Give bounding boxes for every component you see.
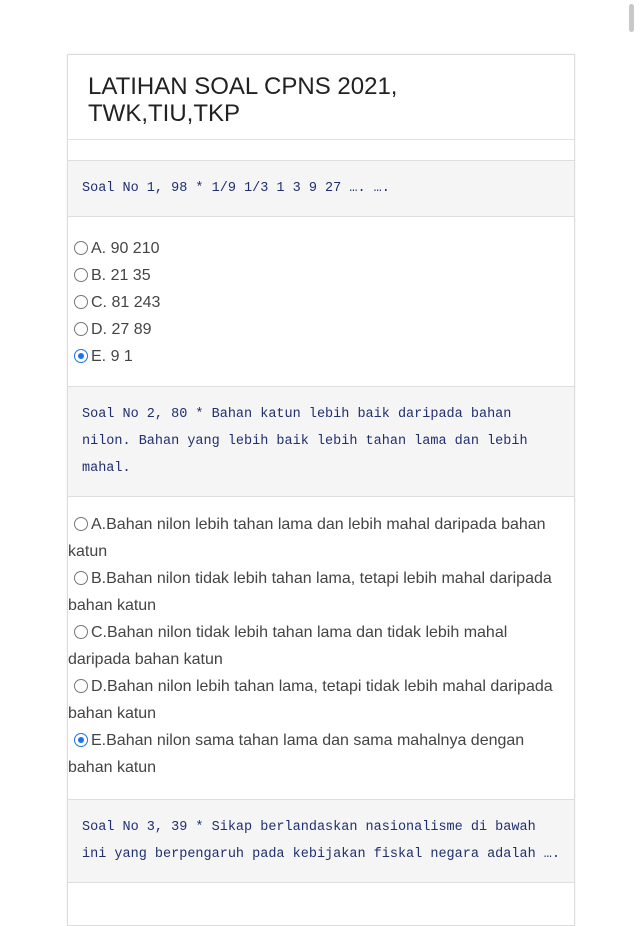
radio-unchecked-icon[interactable] — [74, 625, 88, 639]
quiz-header — [68, 55, 574, 140]
radio-unchecked-icon[interactable] — [74, 679, 88, 693]
radio-unchecked-icon[interactable] — [74, 295, 88, 309]
q2-option-b[interactable]: B.Bahan nilon tidak lebih tahan lama, tetapi lebih mahal daripada bahan katun — [68, 570, 552, 614]
q2-option-a[interactable]: A.Bahan nilon lebih tahan lama dan lebih mahal daripada bahan katun — [68, 516, 546, 560]
q1-option-b[interactable]: B. 21 35 — [74, 262, 574, 289]
page-scrollbar[interactable] — [629, 4, 634, 32]
radio-checked-icon[interactable] — [74, 733, 88, 747]
page-title: LATIHAN SOAL CPNS 2021, TWK,TIU,TKP — [88, 73, 398, 127]
radio-unchecked-icon[interactable] — [74, 241, 88, 255]
q2-option-e[interactable]: E.Bahan nilon sama tahan lama dan sama mahalnya dengan bahan katun — [68, 732, 525, 776]
q1-option-c[interactable]: C. 81 243 — [74, 289, 574, 316]
radio-unchecked-icon[interactable] — [74, 517, 88, 531]
q1-option-d[interactable]: D. 27 89 — [74, 316, 574, 343]
quiz-card — [67, 54, 575, 926]
question-2-text: Soal No 2, 80 * Bahan katun lebih baik daripada bahan nilon. Bahan yang lebih baik lebih tahan lama dan lebih mahal. — [68, 386, 574, 497]
question-2-options — [68, 497, 574, 799]
q1-option-a[interactable]: A. 90 210 — [74, 235, 574, 262]
radio-checked-icon[interactable] — [74, 349, 88, 363]
question-1-text: Soal No 1, 98 * 1/9 1/3 1 3 9 27 …. …. — [68, 160, 574, 217]
question-1-options — [68, 217, 574, 386]
q1-option-e[interactable]: E. 9 1 — [74, 343, 574, 370]
radio-unchecked-icon[interactable] — [74, 571, 88, 585]
q2-option-d[interactable]: D.Bahan nilon lebih tahan lama, tetapi tidak lebih mahal daripada bahan katun — [68, 678, 553, 722]
question-3-text: Soal No 3, 39 * Sikap berlandaskan nasionalisme di bawah ini yang berpengaruh pada kebijakan fiskal negara adalah …. — [68, 799, 574, 883]
radio-unchecked-icon[interactable] — [74, 268, 88, 282]
q2-option-c[interactable]: C.Bahan nilon tidak lebih tahan lama dan tidak lebih mahal daripada bahan katun — [68, 624, 508, 668]
radio-unchecked-icon[interactable] — [74, 322, 88, 336]
